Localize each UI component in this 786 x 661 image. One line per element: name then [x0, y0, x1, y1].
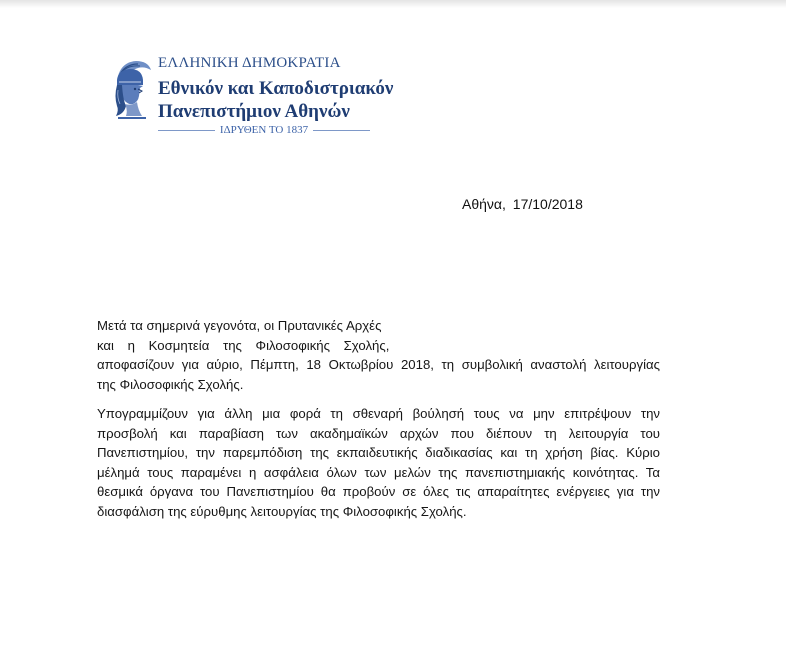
paragraph-2-line: Πανεπιστημίου, την παρεμπόδιση της εκπαιδευτικής διαδικασίας και τη χρήση βίας. Κύριο — [97, 445, 660, 460]
announcement-body — [97, 316, 660, 521]
paragraph-1-line: αποφασίζουν για αύριο, Πέμπτη, 18 Οκτωβρίου 2018, τη συμβολική αναστολή λειτουργίας — [97, 357, 660, 372]
document-date: Αθήνα, 17/10/2018 — [462, 196, 583, 212]
paragraph-2-line: προσβολή και παραβίαση των ακαδημαϊκών αρχών που διέπουν τη λειτουργία του — [97, 425, 660, 441]
university-name-line-1: Εθνικόν και Καποδιστριακόν — [158, 78, 394, 99]
university-name — [158, 77, 393, 123]
paragraph-2-line: μέλημά τους παραμένει η ασφάλεια όλων των μελών της πανεπιστημιακής κοινότητας. Τα — [97, 464, 660, 480]
divider-right — [313, 130, 370, 131]
founded-text: ΙΔΡΥΘΕΝ ΤΟ 1837 — [219, 124, 309, 136]
paragraph-1-line: Μετά τα σημερινά γεγονότα, οι Πρυτανικές Αρχές — [97, 318, 382, 333]
athena-head-logo-icon — [108, 58, 154, 122]
paragraph-2 — [97, 404, 660, 521]
divider-left — [158, 130, 215, 131]
university-name-line-2: Πανεπιστήμιον Αθηνών — [158, 101, 350, 122]
paragraph-2-line: διασφάλιση της εύρυθμης λειτουργίας της Φιλοσοφικής Σχολής. — [97, 503, 467, 519]
paragraph-1-line: και η Κοσμητεία της Φιλοσοφικής Σχολής, — [97, 337, 390, 353]
paragraph-2-line: θεσμικά όργανα του Πανεπιστημίου θα προβούν σε όλες τις απαραίτητες ενέργειες για την — [97, 484, 660, 499]
state-header: ΕΛΛΗΝΙΚΗ ΔΗΜΟΚΡΑΤΙΑ — [158, 55, 341, 71]
paragraph-1-line: της Φιλοσοφικής Σχολής. — [97, 376, 244, 392]
founded-line — [158, 124, 370, 136]
paragraph-1 — [97, 316, 660, 394]
paragraph-2-line: Υπογραμμίζουν για άλλη μια φορά τη σθεναρή βούλησή τους να μην επιτρέψουν την — [97, 406, 660, 421]
page-top-edge — [0, 0, 786, 8]
